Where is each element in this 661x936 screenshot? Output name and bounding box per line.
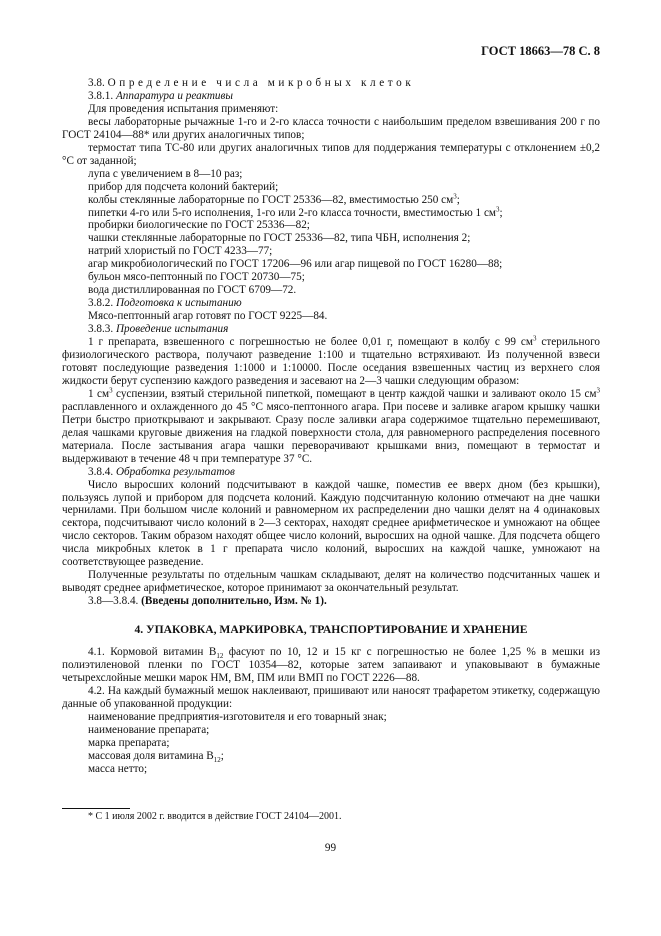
- superscript: 3: [109, 386, 113, 395]
- paragraph: [62, 336, 600, 388]
- equipment-item: лупа с увеличением в 8—10 раз;: [88, 167, 243, 180]
- label-item: наименование предприятия-изготовителя и его товарный знак;: [88, 710, 387, 723]
- text: расплавленного и охлажденного до 45 °С мясо-пептонного агара. При посеве и заливке агаром крышку чашки Петри быстро приоткрывают и закрывают. Сразу после заливки агара содержимое тщательно перемешивают, делая чашками круговые движения на гладкой поверхности стола, для равномерного распределения посевного материала. После застывания агара чашки переворачивают крышками вниз, помещают в термостат и выдерживают в течение 48 ч при температуре 37 °С.: [62, 400, 600, 465]
- section-number: 3.8.: [88, 77, 105, 89]
- section-3-8-1-heading: [62, 90, 600, 103]
- equipment-item: [62, 204, 600, 220]
- superscript: 3: [496, 204, 500, 213]
- item-text: пипетки 4-го или 5-го исполнения, 1-го или 2-го класса точности, вместимостью 1 см: [88, 206, 496, 219]
- section-title: Подготовка к испытанию: [115, 297, 242, 310]
- paragraph: [62, 388, 600, 466]
- equipment-item: вода дистиллированная по ГОСТ 6709—72.: [88, 284, 297, 297]
- punct: ;: [220, 749, 224, 762]
- section-title: Проведение испытания: [115, 323, 229, 336]
- section-4-title: 4. УПАКОВКА, МАРКИРОВКА, ТРАНСПОРТИРОВАНИЕ И ХРАНЕНИЕ: [134, 623, 528, 637]
- label-item: марка препарата;: [88, 736, 170, 749]
- text: (Введены дополнительно, Изм. № 1).: [141, 595, 327, 608]
- intro-text: Для проведения испытания применяют:: [88, 102, 279, 115]
- document-body: [62, 77, 600, 776]
- paragraph: [62, 646, 600, 685]
- amendment-note: [62, 595, 600, 608]
- footnote: * С 1 июля 2002 г. вводится в действие ГОСТ 24104—2001.: [88, 811, 342, 822]
- equipment-item: пробирки биологические по ГОСТ 25336—82;: [88, 219, 310, 232]
- subscript: 12: [213, 755, 221, 764]
- equipment-item: агар микробиологический по ГОСТ 17206—96 или агар пищевой по ГОСТ 16280—88;: [88, 258, 503, 271]
- paragraph: 4.2. На каждый бумажный мешок наклеивают, пришивают или наносят трафаретом этикетку, содержащую данные об упакованной продукции:: [62, 684, 600, 710]
- label-item: масса нетто;: [88, 762, 148, 775]
- equipment-item: весы лабораторные рычажные 1-го и 2-го класса точности с наибольшим пределом взвешивания 200 г по ГОСТ 24104—88* или других аналогичных типов;: [62, 115, 600, 141]
- section-title: Определение числа микробных клеток: [107, 77, 415, 89]
- text: суспензии, взятый стерильной пипеткой, помещают в центр каждой чашки и заливают около 15 см: [112, 387, 597, 400]
- text: фасуют по 10, 12 и 15 кг с погрешностью не более 1,25 % в мешки из полиэтиленовой пленки по ГОСТ 10354—82, которые затем запаивают и упаковывают в бумажные четырехслойные мешки марок НМ, ВМ, ПМ или ВМП по ГОСТ 2226—88.: [62, 646, 600, 684]
- section-3-8-3-heading: [62, 323, 600, 336]
- paragraph: Мясо-пептонный агар готовят по ГОСТ 9225—84.: [88, 310, 328, 323]
- label-item: [62, 750, 600, 763]
- section-title: Аппаратура и реактивы: [115, 89, 233, 102]
- text: массовая доля витамина В: [88, 749, 214, 762]
- page-number: 99: [324, 842, 337, 854]
- item-text: колбы стеклянные лабораторные по ГОСТ 25336—82, вместимостью 250 см: [88, 193, 454, 206]
- label-item: наименование препарата;: [88, 723, 210, 736]
- paragraph: Полученные результаты по отдельным чашкам складывают, делят на количество подсчитанных чашек и выводят среднее арифметическое, которое принимают за окончательный результат.: [62, 569, 600, 595]
- text: стерильного физиологического раствора, получают разведение 1:100 и тщательно встряхивают. Из полученной взвеси готовят последующие разведения 1:1000 и 1:10000. После оседания взвешенных частиц из верхнего слоя жидкости берут суспензию каждого разведения и засевают на 2—3 чашки следующим образом:: [62, 336, 600, 387]
- text: 3.8—3.8.4.: [88, 595, 139, 608]
- equipment-item: термостат типа ТС-80 или других аналогичных типов для поддержания температуры с отклонением ±0,2 °С от заданной;: [62, 141, 600, 167]
- equipment-item: прибор для подсчета колоний бактерий;: [88, 180, 279, 193]
- text: 4.1. Кормовой витамин В: [88, 646, 217, 659]
- section-3-8-4-heading: [62, 466, 600, 479]
- punct: ;: [456, 193, 460, 206]
- equipment-item: чашки стеклянные лабораторные по ГОСТ 25336—82, типа ЧБН, исполнения 2;: [88, 232, 471, 245]
- section-number: 3.8.3.: [88, 323, 114, 336]
- superscript: 3: [532, 334, 537, 343]
- text: 1 г препарата, взвешенного с погрешностью не более 0,01 г, помещают в колбу с 99 см: [88, 336, 533, 349]
- section-3-8-heading: [62, 77, 600, 90]
- section-number: 3.8.4.: [88, 465, 114, 478]
- equipment-item: бульон мясо-пептонный по ГОСТ 20730—75;: [88, 271, 305, 284]
- section-number: 3.8.2.: [88, 297, 114, 310]
- equipment-item: натрий хлористый по ГОСТ 4233—77;: [88, 245, 273, 258]
- footnote-divider: [62, 808, 130, 809]
- text: 1 см: [88, 387, 110, 400]
- superscript: 3: [596, 386, 600, 395]
- section-number: 3.8.1.: [88, 89, 114, 102]
- section-title: Обработка результатов: [115, 465, 235, 478]
- equipment-item: [62, 191, 600, 207]
- paragraph: Число выросших колоний подсчитывают в каждой чашке, поместив ее вверх дном (без крышки), пользуясь лупой и прибором для подсчета колоний. Каждую подсчитанную колонию отмечают на дне чашки чернилами. При большом числе колоний и равномерном их распределении дно чашки делят на 4 одинаковых сектора, подсчитывают число колоний в 2—3 секторах, находят среднее арифметическое и умножают на общее число секторов. Таким образом находят общее число колоний, выросших на одной чашке. Для подсчета общего числа микробных клеток в 1 г препарата число колоний, выросших на каждой чашке, умножают на соответствующее разведение.: [62, 478, 600, 569]
- section-3-8-2-heading: [62, 297, 600, 310]
- superscript: 3: [453, 191, 457, 200]
- subscript: 12: [216, 652, 224, 661]
- page-header: ГОСТ 18663—78 С. 8: [481, 44, 600, 58]
- punct: ;: [499, 206, 503, 219]
